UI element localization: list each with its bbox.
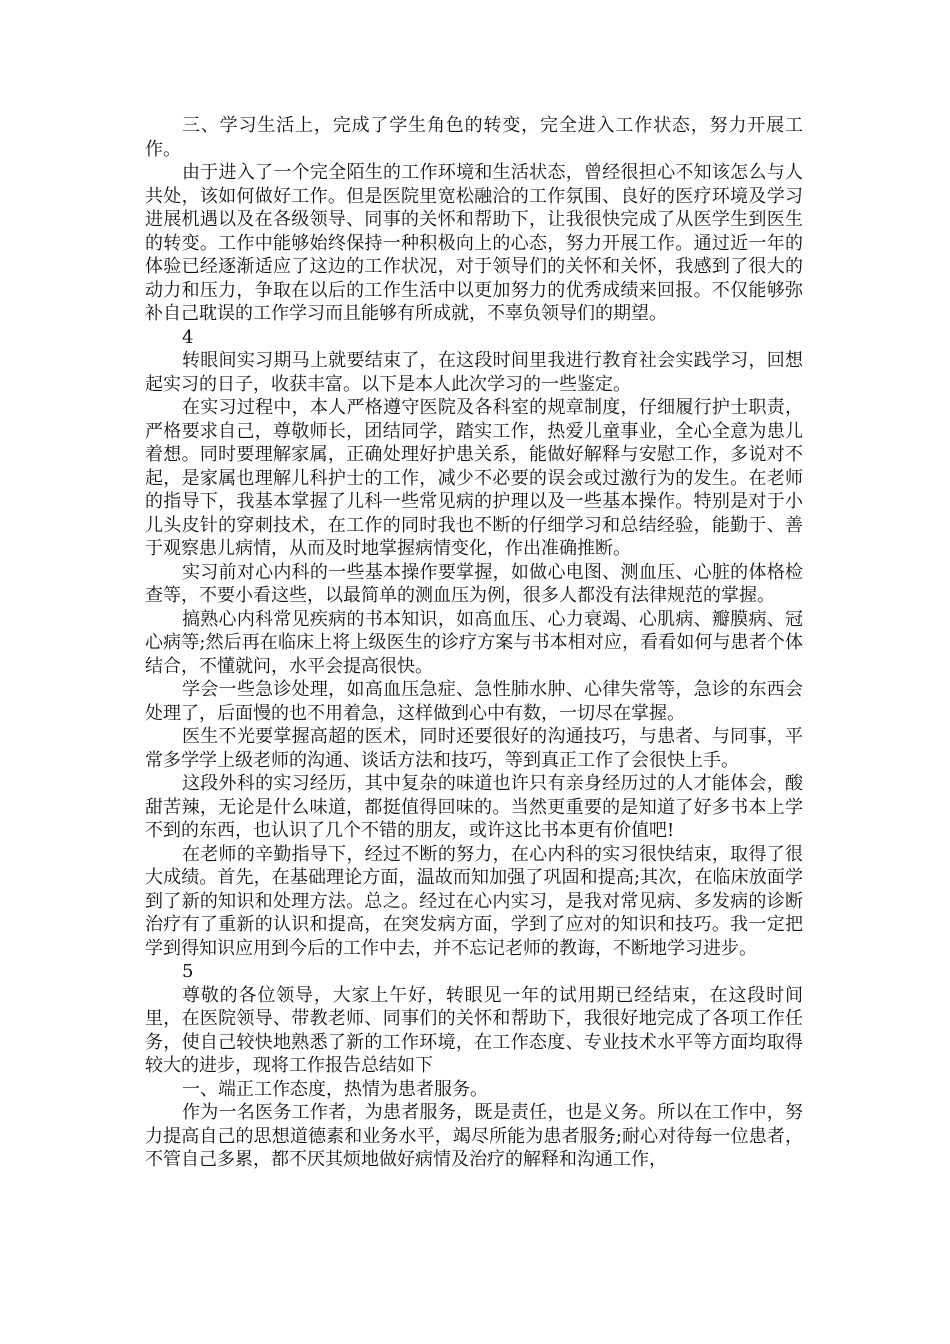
section-heading: 一、端正工作态度，热情为患者服务。 <box>182 1078 488 1100</box>
paragraph: 三、学习生活上，完成了学生角色的转变，完全进入工作状态，努力开展工作。 <box>145 115 803 160</box>
paragraph: 转眼间实习期马上就要结束了，在这段时间里我进行教育社会实践学习，回想起实习的日子，收获丰富。以下是本人此次学习的一些鉴定。 <box>145 350 803 395</box>
paragraph: 医生不光要掌握高超的医术，同时还要很好的沟通技巧，与患者、与同事，平常多学学上级老师的沟通、谈话方法和技巧，等到真正工作了会很快上手。 <box>145 726 803 771</box>
paragraph: 搞熟心内科常见疾病的书本知识，如高血压、心力衰竭、心肌病、瓣膜病、冠心病等;然后再在临床上将上级医生的诊疗方案与书本相对应，看看如何与患者个体结合，不懂就问，水平会提高很快。 <box>145 608 803 677</box>
paragraph: 这段外科的实习经历，其中复杂的味道也许只有亲身经历过的人才能体会，酸甜苦辣，无论是什么味道，都挺值得回味的。当然更重要的是知道了好多书本上学不到的东西，也认识了几个不错的朋友，或许这比书本更有价值吧! <box>145 773 803 841</box>
paragraph: 作为一名医务工作者，为患者服务，既是责任，也是义务。所以在工作中，努力提高自己的思想道德素和业务水平，竭尽所能为患者服务;耐心对待每一位患者，不管自己多累，都不厌其烦地做好病情及治疗的解释和沟通工作， <box>145 1102 803 1170</box>
paragraph: 学会一些急诊处理，如高血压急症、急性肺水肿、心律失常等，急诊的东西会处理了，后面慢的也不用着急，这样做到心中有数，一切尽在掌握。 <box>145 679 803 724</box>
paragraph: 在老师的辛勤指导下，经过不断的努力，在心内科的实习很快结束，取得了很大成绩。首先，在基础理论方面，温故而知加强了巩固和提高;其次，在临床放面学到了新的知识和处理方法。总之。经过在心内实习，是我对常见病、多发病的诊断治疗有了重新的认识和提高，在突发病方面，学到了应对的知识和技巧。我一定把学到得知识应用到今后的工作中去，并不忘记老师的教诲，不断地学习进步。 <box>145 843 803 959</box>
paragraph: 实习前对心内科的一些基本操作要掌握，如做心电图、测血压、心脏的体格检查等，不要小看这些，以最简单的测血压为例，很多人都没有法律规范的掌握。 <box>145 561 803 606</box>
paragraph: 在实习过程中，本人严格遵守医院及各科室的规章制度，仔细履行护士职责，严格要求自己，尊敬师长，团结同学，踏实工作，热爱儿童事业，全心全意为患儿着想。同时要理解家属，正确处理好护患关系，能做好解释与安慰工作，多说对不起，是家属也理解儿科护士的工作，减少不必要的误会或过激行为的发生。在老师的指导下，我基本掌握了儿科一些常见病的护理以及一些基本操作。特别是对于小儿头皮针的穿刺技术，在工作的同时我也不断的仔细学习和总结经验，能勤于、善于观察患儿病情，从而及时地掌握病情变化，作出准确推断。 <box>145 397 803 559</box>
document-body <box>145 114 803 1172</box>
paragraph: 尊敬的各位领导，大家上午好，转眼见一年的试用期已经结束，在这段时间里，在医院领导、带教老师、同事们的关怀和帮助下，我很好地完成了各项工作任务，使自己较快地熟悉了新的工作环境，在工作态度、专业技术水平等方面均取得较大的进步，现将工作报告总结如下 <box>145 984 803 1076</box>
section-number: 5 <box>182 961 194 982</box>
section-number: 4 <box>182 326 194 348</box>
paragraph: 由于进入了一个完全陌生的工作环境和生活状态，曾经很担心不知该怎么与人共处，该如何做好工作。但是医院里宽松融洽的工作氛围、良好的医疗环境及学习进展机遇以及在各级领导、同事的关怀和帮助下，让我很快完成了从医学生到医生的转变。工作中能够始终保持一种积极向上的心态，努力开展工作。通过近一年的体验已经逐渐适应了这边的工作状况，对于领导们的关怀和关怀，我感到了很大的动力和压力，争取在以后的工作生活中以更加努力的优秀成绩来回报。不仅能够弥补自己耽误的工作学习而且能够有所成就，不辜负领导们的期望。 <box>145 162 803 324</box>
